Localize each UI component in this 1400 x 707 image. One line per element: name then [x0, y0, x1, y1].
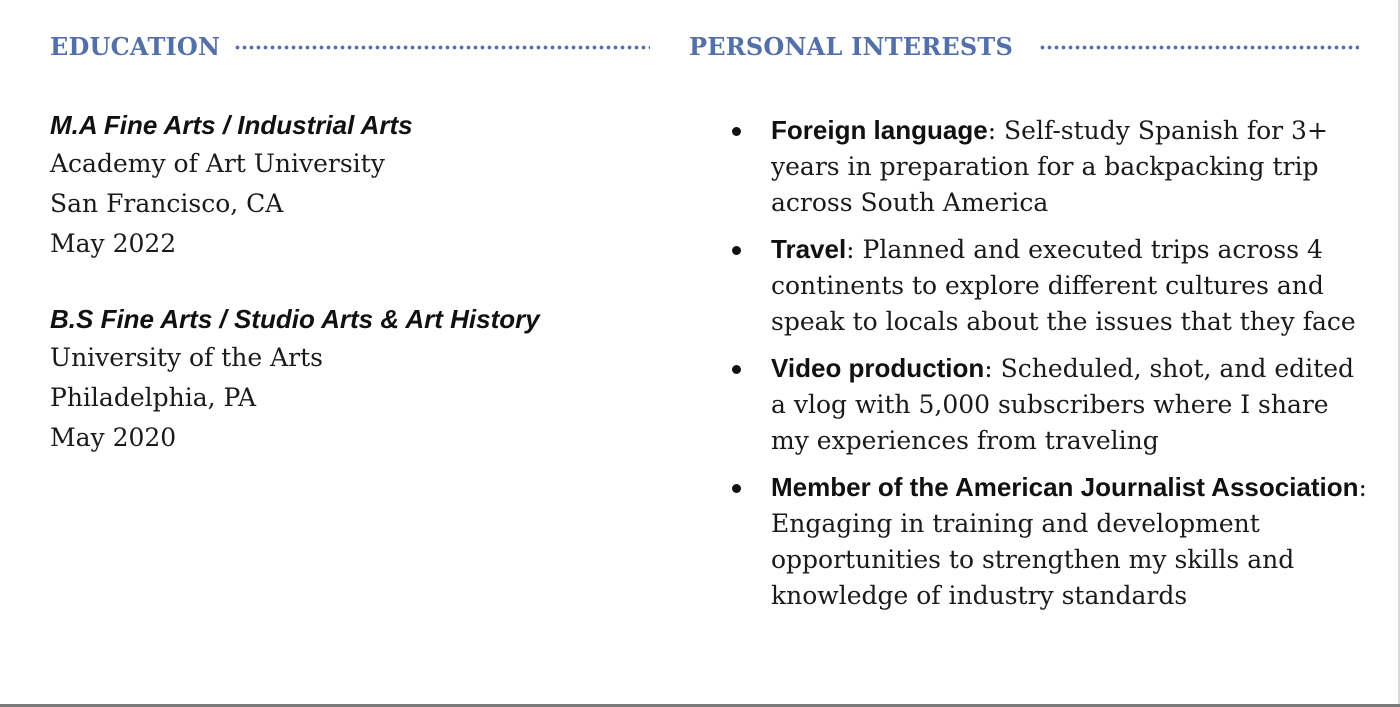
- education-title: EDUCATION: [50, 31, 221, 61]
- interest-title: Travel: [771, 234, 847, 264]
- list-item: [689, 350, 1371, 459]
- interest-description: : Scheduled, shot, and edited a vlog with 5,000 subscribers where I share my experiences from traveling: [771, 354, 1354, 455]
- education-header: [50, 24, 650, 68]
- dotted-divider: [1039, 45, 1359, 50]
- dotted-divider: [234, 45, 650, 50]
- interests-list: [689, 112, 1367, 614]
- interest-title: Member of the American Journalist Association: [771, 472, 1359, 502]
- interest-title: Foreign language: [771, 115, 988, 145]
- list-item: [689, 469, 1371, 614]
- interest-description: : Self-study Spanish for 3+ years in preparation for a backpacking trip across South America: [771, 116, 1328, 217]
- bullet-icon: [732, 484, 741, 493]
- list-item: [689, 112, 1371, 221]
- interest-description: : Engaging in training and development opportunities to strengthen my skills and knowledge of industry standards: [771, 473, 1367, 610]
- degree-title: M.A Fine Arts / Industrial Arts: [50, 110, 413, 140]
- interests-section: [689, 24, 1367, 624]
- school-name: University of the Arts: [50, 343, 323, 372]
- degree-title: B.S Fine Arts / Studio Arts & Art History: [50, 304, 540, 334]
- bullet-icon: [732, 246, 741, 255]
- school-name: Academy of Art University: [50, 149, 385, 178]
- interest-description: : Planned and executed trips across 4 continents to explore different cultures and speak to locals about the issues that they face: [771, 235, 1356, 336]
- graduation-date: May 2020: [50, 423, 177, 452]
- interests-title: PERSONAL INTERESTS: [689, 31, 1013, 61]
- list-item: [689, 231, 1371, 340]
- education-entry: [50, 300, 650, 458]
- school-location: Philadelphia, PA: [50, 383, 257, 412]
- interests-header: [689, 24, 1359, 68]
- graduation-date: May 2022: [50, 229, 177, 258]
- bullet-icon: [732, 127, 741, 136]
- bullet-icon: [732, 365, 741, 374]
- interest-title: Video production: [771, 353, 985, 383]
- education-entry: [50, 106, 650, 264]
- education-list: [50, 106, 650, 458]
- school-location: San Francisco, CA: [50, 189, 284, 218]
- education-section: [50, 24, 650, 494]
